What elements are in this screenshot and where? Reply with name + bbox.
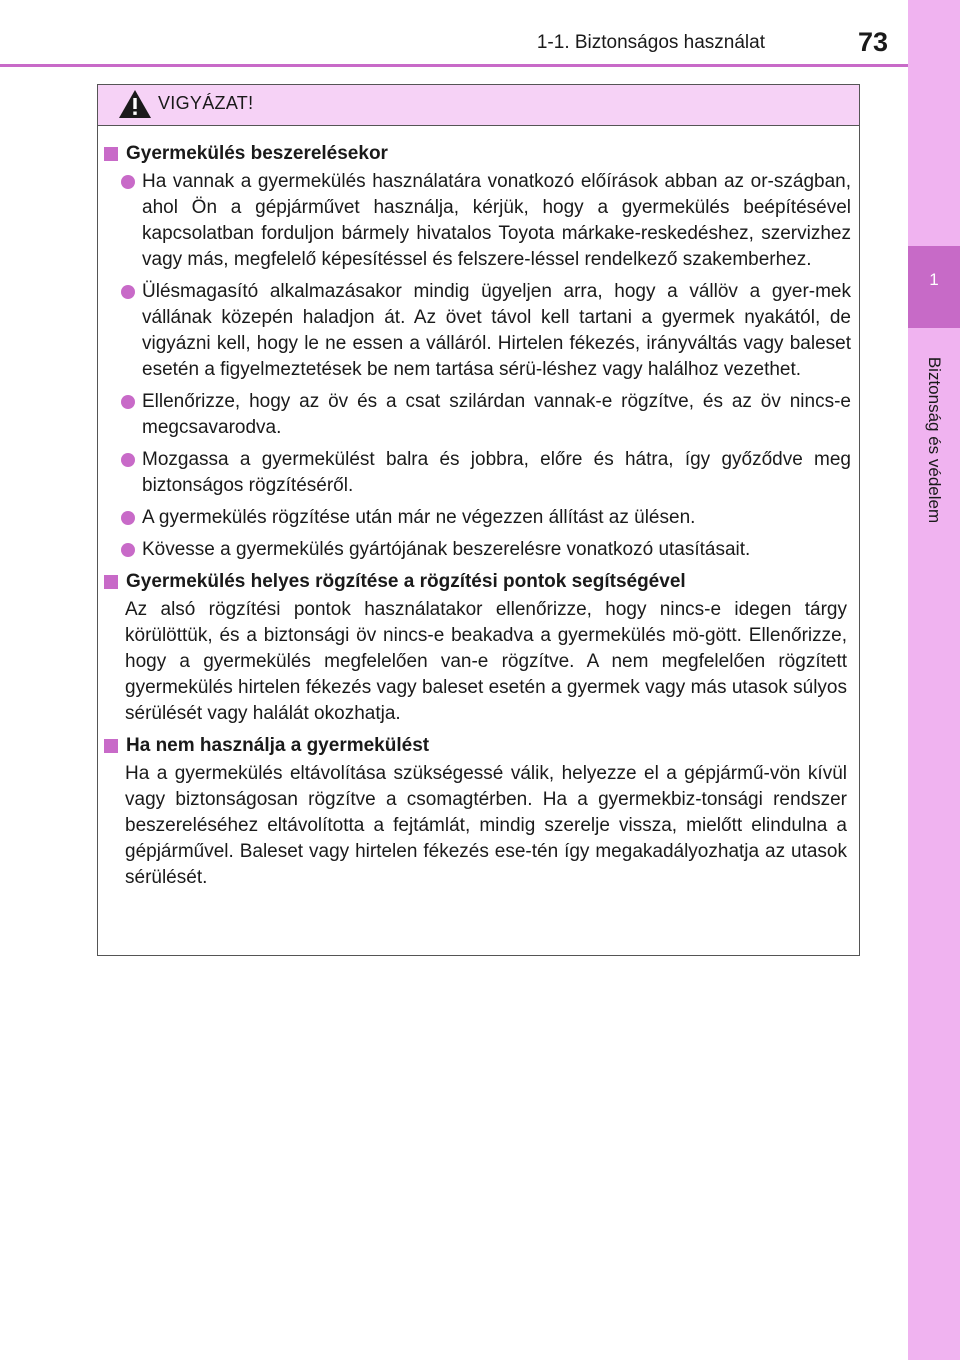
header-divider	[0, 64, 908, 67]
section-heading: Gyermekülés beszerelésekor	[98, 141, 859, 167]
dot-bullet-icon	[121, 511, 135, 525]
bullet-item: Mozgassa a gyermekülést balra és jobbra, előre és hátra, így győződve meg biztonságos rögzítéséről.	[98, 447, 859, 499]
section-paragraph: Az alsó rögzítési pontok használatakor ellenőrizze, hogy nincs-e idegen tárgy körülöttük, és a biztonsági öv nincs-e beakadva a gyermekülés mö-gött. Ellenőrizze, hogy a gyermekülés megfelelően van-e rögzítve. A nem megfelelően rögzített gyermekülés hirtelen fékezés vagy baleset esetén a gyermek vagy más utasok súlyos sérülését vagy halálát okozhatja.	[125, 599, 847, 724]
page-header	[0, 0, 908, 64]
chapter-title: Biztonság és védelem	[925, 356, 944, 524]
square-marker-icon	[104, 575, 118, 589]
chapter-side-tab	[908, 0, 960, 1360]
section-title: 1-1. Biztonságos használat	[536, 32, 765, 53]
bullet-item: Ha vannak a gyermekülés használatára vonatkozó előírások abban az or-szágban, ahol Ön a gépjárművet használja, kérjük, hogy a gyermekülés beépítésével kapcsolatban forduljon bármely hivatalos Toyota márkake-reskedéshez, szervizhez vagy más, megfelelő képesítéssel és felszere-léssel rendelkező szakemberhez.	[98, 169, 859, 273]
warning-content	[98, 141, 859, 897]
square-marker-icon	[104, 147, 118, 161]
bullet-item: A gyermekülés rögzítése után már ne végezzen állítást az ülésen.	[98, 505, 859, 531]
bullet-item: Ellenőrizze, hogy az öv és a csat szilárdan vannak-e rögzítve, és az öv nincs-e megcsavarodva.	[98, 389, 859, 441]
section-heading: Ha nem használja a gyermekülést	[98, 733, 859, 759]
warning-header	[98, 85, 859, 126]
page-number: 73	[857, 27, 888, 57]
section-heading: Gyermekülés helyes rögzítése a rögzítési pontok segítségével	[98, 569, 859, 595]
dot-bullet-icon	[121, 453, 135, 467]
warning-box	[97, 84, 860, 956]
dot-bullet-icon	[121, 175, 135, 189]
warning-title: VIGYÁZAT!	[158, 93, 254, 113]
bullet-item: Kövesse a gyermekülés gyártójának beszerelésre vonatkozó utasításait.	[98, 537, 859, 563]
warning-triangle-icon	[118, 89, 152, 124]
dot-bullet-icon	[121, 285, 135, 299]
dot-bullet-icon	[121, 395, 135, 409]
square-marker-icon	[104, 739, 118, 753]
bullet-item: Ülésmagasító alkalmazásakor mindig ügyeljen arra, hogy a vállöv a gyer-mek vállának közepén haladjon át. Az övet távol kell tartani a gyermek nyakától, de vigyázni kell, hogy le ne essen a válláról. Hirtelen fékezés, irányváltás vagy baleset esetén a figyelmeztetések be nem tartása sérü-léshez vagy halálhoz vezethet.	[98, 279, 859, 383]
dot-bullet-icon	[121, 543, 135, 557]
chapter-number: 1	[929, 270, 939, 289]
section-paragraph: Ha a gyermekülés eltávolítása szükségessé válik, helyezze el a gépjármű-vön kívül vagy biztonságosan rögzítve a csomagtérben. Ha a gyermekbiz-tonsági rendszer beszereléséhez eltávolította a fejtámlát, mindig szerelje vissza, mielőtt elindulna a gépjárművel. Baleset vagy hirtelen fékezés ese-tén így megakadályozhatja az utasok sérülését.	[125, 763, 847, 888]
